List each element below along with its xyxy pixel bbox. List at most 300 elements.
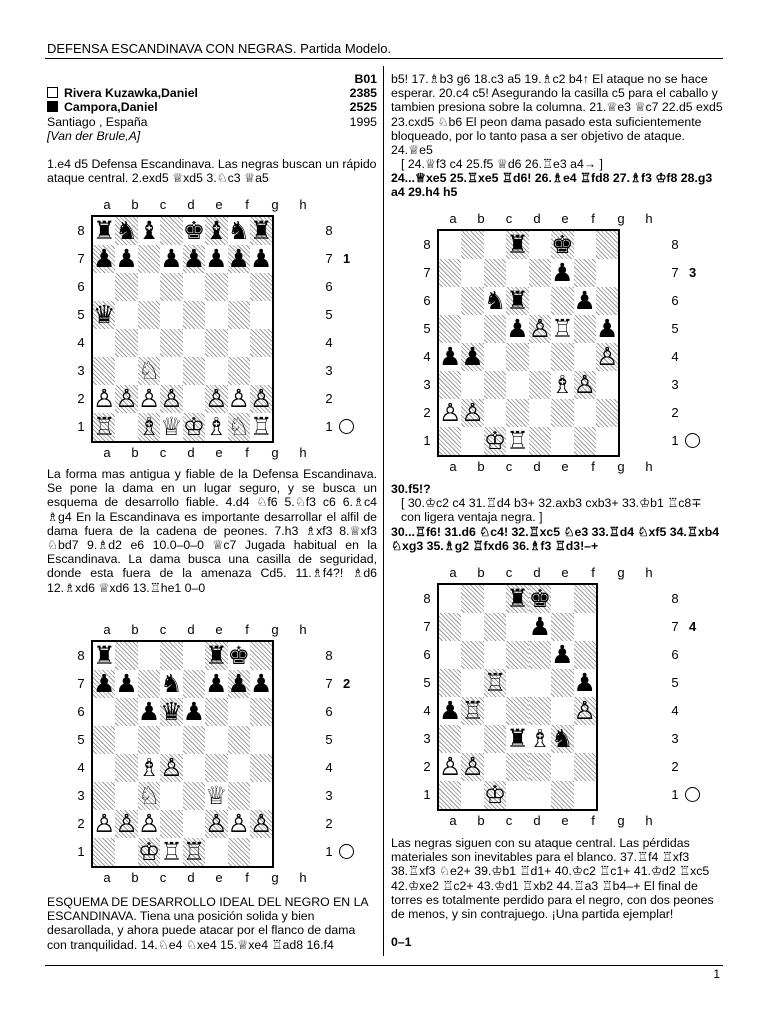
board-square — [250, 754, 273, 782]
board-square — [250, 726, 273, 754]
rank-label: 8 — [77, 648, 85, 663]
annotator: [Van der Brule,A] — [47, 128, 141, 143]
board-square — [92, 726, 115, 754]
file-label: c — [505, 459, 513, 474]
board-square — [461, 230, 483, 259]
rank-label: 6 — [325, 279, 333, 294]
board-square — [183, 273, 205, 301]
board-square — [183, 301, 205, 329]
board-square: ♟ — [182, 244, 206, 273]
board-square — [529, 697, 551, 725]
board-square: ♝ — [205, 216, 228, 245]
board-square — [115, 698, 137, 726]
board-square: ♙ — [115, 384, 138, 413]
file-label: g — [617, 211, 625, 226]
rank-label: 8 — [325, 648, 333, 663]
board-square: ♗ — [528, 724, 552, 753]
board-square — [529, 399, 551, 427]
game-result: 0–1 — [391, 935, 412, 949]
white-player: Rivera Kuzawka,Daniel — [64, 86, 198, 101]
board-square — [529, 343, 551, 371]
board-square — [115, 413, 137, 442]
board-square — [461, 669, 483, 697]
moves-text-7: 30...♖f6! 31.d6 ♘c4! 32.♖xc5 ♘e3 33.♖d4 ♘xf5 34.♖xb4 ♘xg3 35.♗g2 ♖fxd6 36.♗f3 ♖d3!–+ — [391, 525, 720, 554]
board-square — [138, 301, 160, 329]
board-square — [92, 357, 115, 385]
board-square — [574, 343, 596, 371]
file-label: h — [645, 565, 653, 580]
board-square — [160, 329, 182, 357]
rank-label: 1 — [325, 419, 333, 434]
rank-label: 1 — [423, 433, 431, 448]
rank-label: 7 — [325, 251, 333, 266]
board-square — [596, 371, 619, 399]
rank-label: 5 — [325, 732, 333, 747]
board-square — [551, 697, 573, 725]
board-square — [506, 669, 528, 697]
board-square: ♙ — [573, 696, 596, 725]
board-square: ♙ — [115, 809, 138, 838]
board-square: ♞ — [227, 216, 250, 245]
board-square: ♟ — [93, 669, 116, 698]
file-label: e — [215, 622, 223, 637]
board-square — [138, 329, 160, 357]
board-square — [115, 357, 137, 385]
file-label: d — [187, 870, 195, 885]
board-square — [250, 641, 273, 670]
board-square: ♟ — [573, 668, 596, 697]
file-label: e — [561, 813, 569, 828]
board-square — [205, 329, 227, 357]
board-square — [115, 273, 137, 301]
board-square: ♜ — [506, 724, 529, 753]
board-square — [92, 273, 115, 301]
file-label: a — [449, 813, 457, 828]
board-square — [183, 782, 205, 810]
board-square — [183, 670, 205, 698]
board-square: ♘ — [137, 356, 161, 385]
board-square: ♖ — [182, 837, 206, 866]
page-number: 1 — [713, 967, 720, 981]
board-square — [551, 669, 573, 697]
rank-label: 2 — [77, 391, 85, 406]
rank-label: 6 — [423, 647, 431, 662]
rank-label: 8 — [423, 591, 431, 606]
file-label: h — [299, 622, 307, 637]
rank-label: 1 — [77, 844, 85, 859]
rank-label: 5 — [423, 675, 431, 690]
diagram-number: 2 — [343, 676, 351, 691]
board-square — [551, 584, 573, 613]
board-square — [205, 838, 227, 867]
board-square: ♚ — [528, 584, 552, 613]
file-label: b — [131, 870, 139, 885]
rank-label: 8 — [671, 591, 679, 606]
board-square — [438, 371, 461, 399]
board-square: ♙ — [461, 398, 484, 427]
file-label: e — [215, 197, 223, 212]
board-square: ♟ — [506, 314, 529, 343]
board-square: ♟ — [461, 342, 484, 371]
rank-label: 6 — [77, 279, 85, 294]
file-label: d — [187, 622, 195, 637]
board-square: ♙ — [227, 809, 250, 838]
board-square: ♙ — [205, 384, 228, 413]
rank-label: 4 — [671, 703, 679, 718]
black-player-row — [47, 100, 377, 114]
board-square — [596, 287, 619, 315]
board-square — [461, 584, 483, 613]
board-square: ♔ — [483, 426, 507, 455]
file-label: h — [299, 445, 307, 460]
rank-label: 6 — [671, 293, 679, 308]
file-label: e — [561, 211, 569, 226]
file-label: e — [215, 445, 223, 460]
white-to-move-icon — [685, 433, 700, 448]
board-square: ♜ — [93, 216, 116, 245]
board-square — [461, 371, 483, 399]
board-square — [529, 753, 551, 781]
board-square — [183, 385, 205, 413]
board-square: ♘ — [137, 781, 161, 810]
board-square — [461, 315, 483, 343]
board-square — [250, 301, 273, 329]
file-label: b — [477, 211, 485, 226]
rank-label: 1 — [671, 787, 679, 802]
board-square: ♞ — [551, 724, 574, 753]
rank-label: 1 — [671, 433, 679, 448]
file-label: e — [561, 459, 569, 474]
file-label: f — [591, 459, 595, 474]
board-square — [183, 754, 205, 782]
board-square — [160, 726, 182, 754]
file-label: a — [449, 565, 457, 580]
rank-label: 2 — [325, 391, 333, 406]
board-square: ♙ — [227, 384, 250, 413]
rank-label: 4 — [325, 760, 333, 775]
board-square: ♟ — [137, 697, 161, 726]
rank-label: 4 — [77, 760, 85, 775]
rank-label: 5 — [671, 321, 679, 336]
board-square: ♖ — [483, 668, 507, 697]
file-label: g — [271, 445, 279, 460]
board-square — [228, 754, 250, 782]
board-square: ♔ — [137, 837, 161, 866]
file-label: e — [215, 870, 223, 885]
footer-rule — [45, 965, 723, 966]
rank-label: 3 — [77, 363, 85, 378]
board-square: ♜ — [205, 641, 228, 670]
board-square: ♜ — [506, 584, 529, 613]
board-square — [183, 726, 205, 754]
board-square: ♟ — [249, 669, 273, 698]
rank-label: 2 — [423, 759, 431, 774]
board-square — [484, 259, 506, 287]
board-square — [506, 753, 528, 781]
board-square — [228, 329, 250, 357]
file-label: g — [617, 813, 625, 828]
board-square — [461, 427, 483, 456]
page-header: DEFENSA ESCANDINAVA CON NEGRAS. Partida Modelo. — [47, 41, 392, 56]
board-square — [529, 371, 551, 399]
board-square — [160, 301, 182, 329]
board-square — [138, 641, 160, 670]
board-square: ♟ — [595, 314, 619, 343]
board-square: ♟ — [93, 244, 116, 273]
board-square — [160, 641, 182, 670]
board-square: ♗ — [137, 412, 161, 441]
board-square — [484, 584, 506, 613]
board-square — [529, 669, 551, 697]
board-square — [160, 810, 182, 838]
board-square — [115, 754, 137, 782]
black-square-icon — [47, 101, 58, 112]
board-square — [574, 230, 596, 259]
file-label: b — [477, 565, 485, 580]
rank-label: 6 — [423, 293, 431, 308]
white-to-move-icon — [339, 419, 354, 434]
board-square — [183, 810, 205, 838]
board-square — [574, 315, 596, 343]
board-square — [596, 259, 619, 287]
board-square — [115, 838, 137, 867]
board-square — [574, 584, 597, 613]
rank-label: 3 — [671, 731, 679, 746]
board-square — [529, 287, 551, 315]
file-label: h — [645, 211, 653, 226]
board-square — [228, 357, 250, 385]
file-label: d — [187, 197, 195, 212]
board-square — [484, 613, 506, 641]
board-square — [484, 753, 506, 781]
board-square: ♞ — [483, 286, 507, 315]
board-square — [529, 641, 551, 669]
file-label: d — [187, 445, 195, 460]
variation-1: [ 24.♕f3 c4 25.f5 ♕d6 26.♖e3 a4→ ] — [401, 157, 603, 171]
game-header — [47, 72, 377, 143]
board-square: ♟ — [249, 244, 273, 273]
board-square — [551, 287, 573, 315]
board-square — [574, 725, 597, 753]
board-square: ♖ — [249, 412, 273, 441]
rank-label: 4 — [423, 349, 431, 364]
board-square — [506, 259, 528, 287]
rank-label: 3 — [423, 731, 431, 746]
board-square — [461, 781, 483, 810]
board-square: ♟ — [182, 697, 206, 726]
board-square — [506, 613, 528, 641]
rank-label: 3 — [77, 788, 85, 803]
board-square — [438, 641, 461, 669]
board-square — [506, 697, 528, 725]
board-square — [250, 698, 273, 726]
rank-label: 3 — [325, 363, 333, 378]
board-square: ♙ — [439, 398, 462, 427]
rank-label: 6 — [671, 647, 679, 662]
board-square — [92, 782, 115, 810]
board-square — [461, 613, 483, 641]
board-square — [484, 641, 506, 669]
board-square: ♙ — [249, 809, 273, 838]
chessboard — [437, 229, 620, 457]
file-label: f — [591, 813, 595, 828]
board-square: ♖ — [461, 696, 484, 725]
rank-label: 3 — [671, 377, 679, 392]
rank-label: 4 — [325, 335, 333, 350]
board-square — [138, 726, 160, 754]
board-square — [205, 357, 227, 385]
black-player: Campora,Daniel — [64, 100, 158, 115]
rank-label: 1 — [423, 787, 431, 802]
board-square: ♖ — [93, 412, 116, 441]
rank-label: 4 — [671, 349, 679, 364]
event-place: Santiago , España — [47, 114, 148, 129]
chessboard — [437, 583, 598, 811]
board-square: ♕ — [205, 781, 228, 810]
board-square — [574, 399, 596, 427]
board-square — [250, 782, 273, 810]
rank-label: 6 — [77, 704, 85, 719]
rank-label: 5 — [423, 321, 431, 336]
rank-label: 5 — [77, 732, 85, 747]
board-square: ♗ — [137, 753, 161, 782]
rank-label: 7 — [671, 265, 679, 280]
board-square — [574, 781, 597, 810]
board-square — [461, 287, 483, 315]
board-square — [115, 301, 137, 329]
moves-text-6: 30.f5!? — [391, 482, 431, 496]
file-label: e — [561, 565, 569, 580]
file-label: c — [159, 870, 167, 885]
file-label: a — [103, 445, 111, 460]
board-square — [228, 726, 250, 754]
board-square — [506, 781, 528, 810]
board-square — [574, 613, 597, 641]
board-square — [205, 301, 227, 329]
board-square — [438, 613, 461, 641]
board-square — [115, 641, 137, 670]
board-square: ♗ — [205, 412, 228, 441]
board-square — [484, 343, 506, 371]
file-label: c — [505, 813, 513, 828]
chessboard — [91, 215, 274, 443]
file-label: b — [477, 813, 485, 828]
board-square — [438, 669, 461, 697]
board-square: ♟ — [439, 696, 462, 725]
board-square — [438, 427, 461, 456]
rank-label: 5 — [325, 307, 333, 322]
file-label: f — [245, 197, 249, 212]
board-square: ♝ — [137, 216, 161, 245]
file-label: f — [245, 870, 249, 885]
board-square: ♜ — [506, 230, 529, 259]
board-square — [228, 698, 250, 726]
board-square — [92, 838, 115, 867]
board-square: ♟ — [439, 342, 462, 371]
board-square — [228, 273, 250, 301]
diagram-number: 4 — [689, 619, 697, 634]
rank-label: 1 — [325, 844, 333, 859]
board-square: ♙ — [160, 753, 183, 782]
rank-label: 8 — [325, 223, 333, 238]
file-label: a — [103, 870, 111, 885]
moves-text-8: Las negras siguen con su ataque central. Las pérdidas materiales son inevitables para el blanco. 37.♖f4 ♖xf3 38.♖xf3 ♘e2+ 39.♔b1 ♖d1+ 40.♔c2 ♖c1+ 41.♔d2 ♖xc5 42.♔xe2 ♖c2+ 43.♔d1 ♖xb2 44.♖a3 ♖b4–+ El final de torres es totalmente perdido para el negro, con dos peones de menos, y sin contrajuego. ¡Una partida ejemplar! — [391, 836, 714, 922]
file-label: g — [617, 459, 625, 474]
board-square — [250, 329, 273, 357]
board-square — [529, 427, 551, 456]
board-square — [461, 259, 483, 287]
board-square — [551, 399, 573, 427]
board-square — [115, 329, 137, 357]
file-label: a — [103, 197, 111, 212]
rank-label: 2 — [671, 405, 679, 420]
board-square: ♟ — [115, 669, 138, 698]
moves-text-4: b5! 17.♗b3 g6 18.c3 a5 19.♗c2 b4↑ El ataque no se hace esperar. 20.c4 c5! Asegurando la casilla c5 para el caballo y tambien presiona sobre la columna. 21.♕e3 ♕c7 22.d5 exd5 23.cxd5 ♘b6 El peon dama pasado esta suficientemente bloqueado, por lo tanto pasa a ser objetivo de ataque. 24.♕e5 — [391, 72, 723, 158]
file-label: h — [645, 459, 653, 474]
rank-label: 2 — [671, 759, 679, 774]
file-label: g — [271, 870, 279, 885]
file-label: d — [533, 813, 541, 828]
board-square — [228, 301, 250, 329]
board-square — [506, 641, 528, 669]
board-square: ♟ — [227, 244, 250, 273]
board-square — [551, 343, 573, 371]
file-label: a — [103, 622, 111, 637]
rank-label: 4 — [423, 703, 431, 718]
board-square: ♙ — [573, 370, 596, 399]
diagram-number: 3 — [689, 265, 697, 280]
column-divider — [383, 66, 384, 956]
black-elo: 2525 — [349, 100, 377, 115]
file-label: h — [299, 197, 307, 212]
board-square: ♟ — [551, 258, 574, 287]
eco-code: B01 — [354, 72, 377, 86]
moves-text-1: 1.e4 d5 Defensa Escandinava. Las negras buscan un rápido ataque central. 2.exd5 ♕xd5 3.♘c3 ♕a5 — [47, 157, 377, 186]
board-square: ♟ — [205, 669, 228, 698]
board-square — [461, 641, 483, 669]
board-square: ♟ — [573, 286, 596, 315]
board-square — [115, 782, 137, 810]
board-square — [574, 753, 597, 781]
board-square: ♘ — [227, 412, 250, 441]
board-square — [484, 315, 506, 343]
rank-label: 1 — [77, 419, 85, 434]
file-label: d — [533, 211, 541, 226]
file-label: c — [505, 565, 513, 580]
variation-2: [ 30.♔c2 c4 31.♖d4 b3+ 32.axb3 cxb3+ 33.♔b1 ♖c8∓ con ligera ventaja negra. ] — [401, 496, 702, 525]
board-square — [438, 781, 461, 810]
board-square: ♟ — [528, 612, 552, 641]
file-label: b — [131, 622, 139, 637]
board-square: ♕ — [160, 412, 183, 441]
file-label: b — [131, 445, 139, 460]
file-label: a — [449, 211, 457, 226]
rank-label: 2 — [77, 816, 85, 831]
board-square: ♙ — [137, 809, 161, 838]
rank-label: 7 — [77, 251, 85, 266]
file-label: b — [131, 197, 139, 212]
board-square — [92, 329, 115, 357]
file-label: c — [159, 445, 167, 460]
board-square — [484, 230, 506, 259]
board-square: ♟ — [205, 244, 228, 273]
board-square: ♖ — [506, 426, 529, 455]
board-square: ♛ — [93, 300, 116, 329]
board-square — [438, 315, 461, 343]
board-square — [205, 273, 227, 301]
board-square — [529, 259, 551, 287]
file-label: d — [533, 459, 541, 474]
